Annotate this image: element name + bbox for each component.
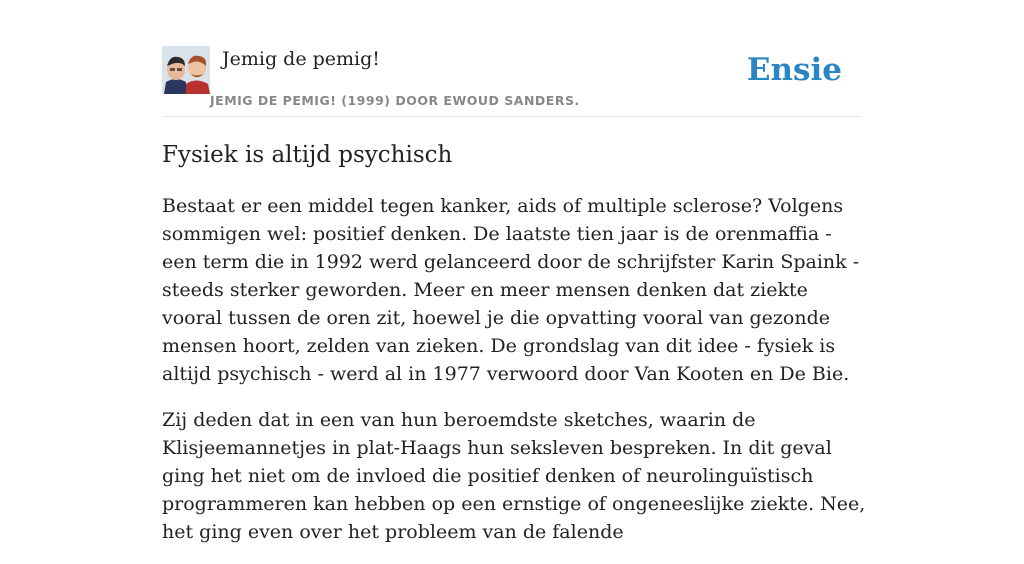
article-title: Fysiek is altijd psychisch bbox=[162, 142, 453, 168]
avatar-image bbox=[162, 46, 210, 94]
paragraph: Zij deden dat in een van hun beroemdste sketches, waarin de Klisjeemannetjes in plat-Haags hun seksleven bespreken. In dit geval ging het niet om de invloed die positief denken of neurolinguïstisch programmeren kan hebben op een ernstige of ongeneeslijke ziekte. Nee, het ging even over het probleem van de falende bbox=[162, 409, 866, 543]
header bbox=[162, 46, 862, 117]
blog-title[interactable]: Jemig de pemig! bbox=[222, 48, 380, 70]
article-body bbox=[162, 192, 866, 564]
avatar[interactable] bbox=[162, 46, 210, 94]
blog-subtitle: JEMIG DE PEMIG! (1999) DOOR EWOUD SANDERS. bbox=[210, 93, 580, 108]
paragraph: Bestaat er een middel tegen kanker, aids of multiple sclerose? Volgens sommigen wel: positief denken. De laatste tien jaar is de orenmaffia - een term die in 1992 werd gelanceerd door de schrijfster Karin Spaink - steeds sterker geworden. Meer en meer mensen denken dat ziekte vooral tussen de oren zit, hoewel je die opvatting vooral van gezonde mensen hoort, zelden van zieken. De grondslag van dit idee - fysiek is altijd psychisch - werd al in 1977 verwoord door Van Kooten en De Bie. bbox=[162, 195, 860, 385]
brand-logo[interactable]: Ensie bbox=[746, 52, 842, 88]
